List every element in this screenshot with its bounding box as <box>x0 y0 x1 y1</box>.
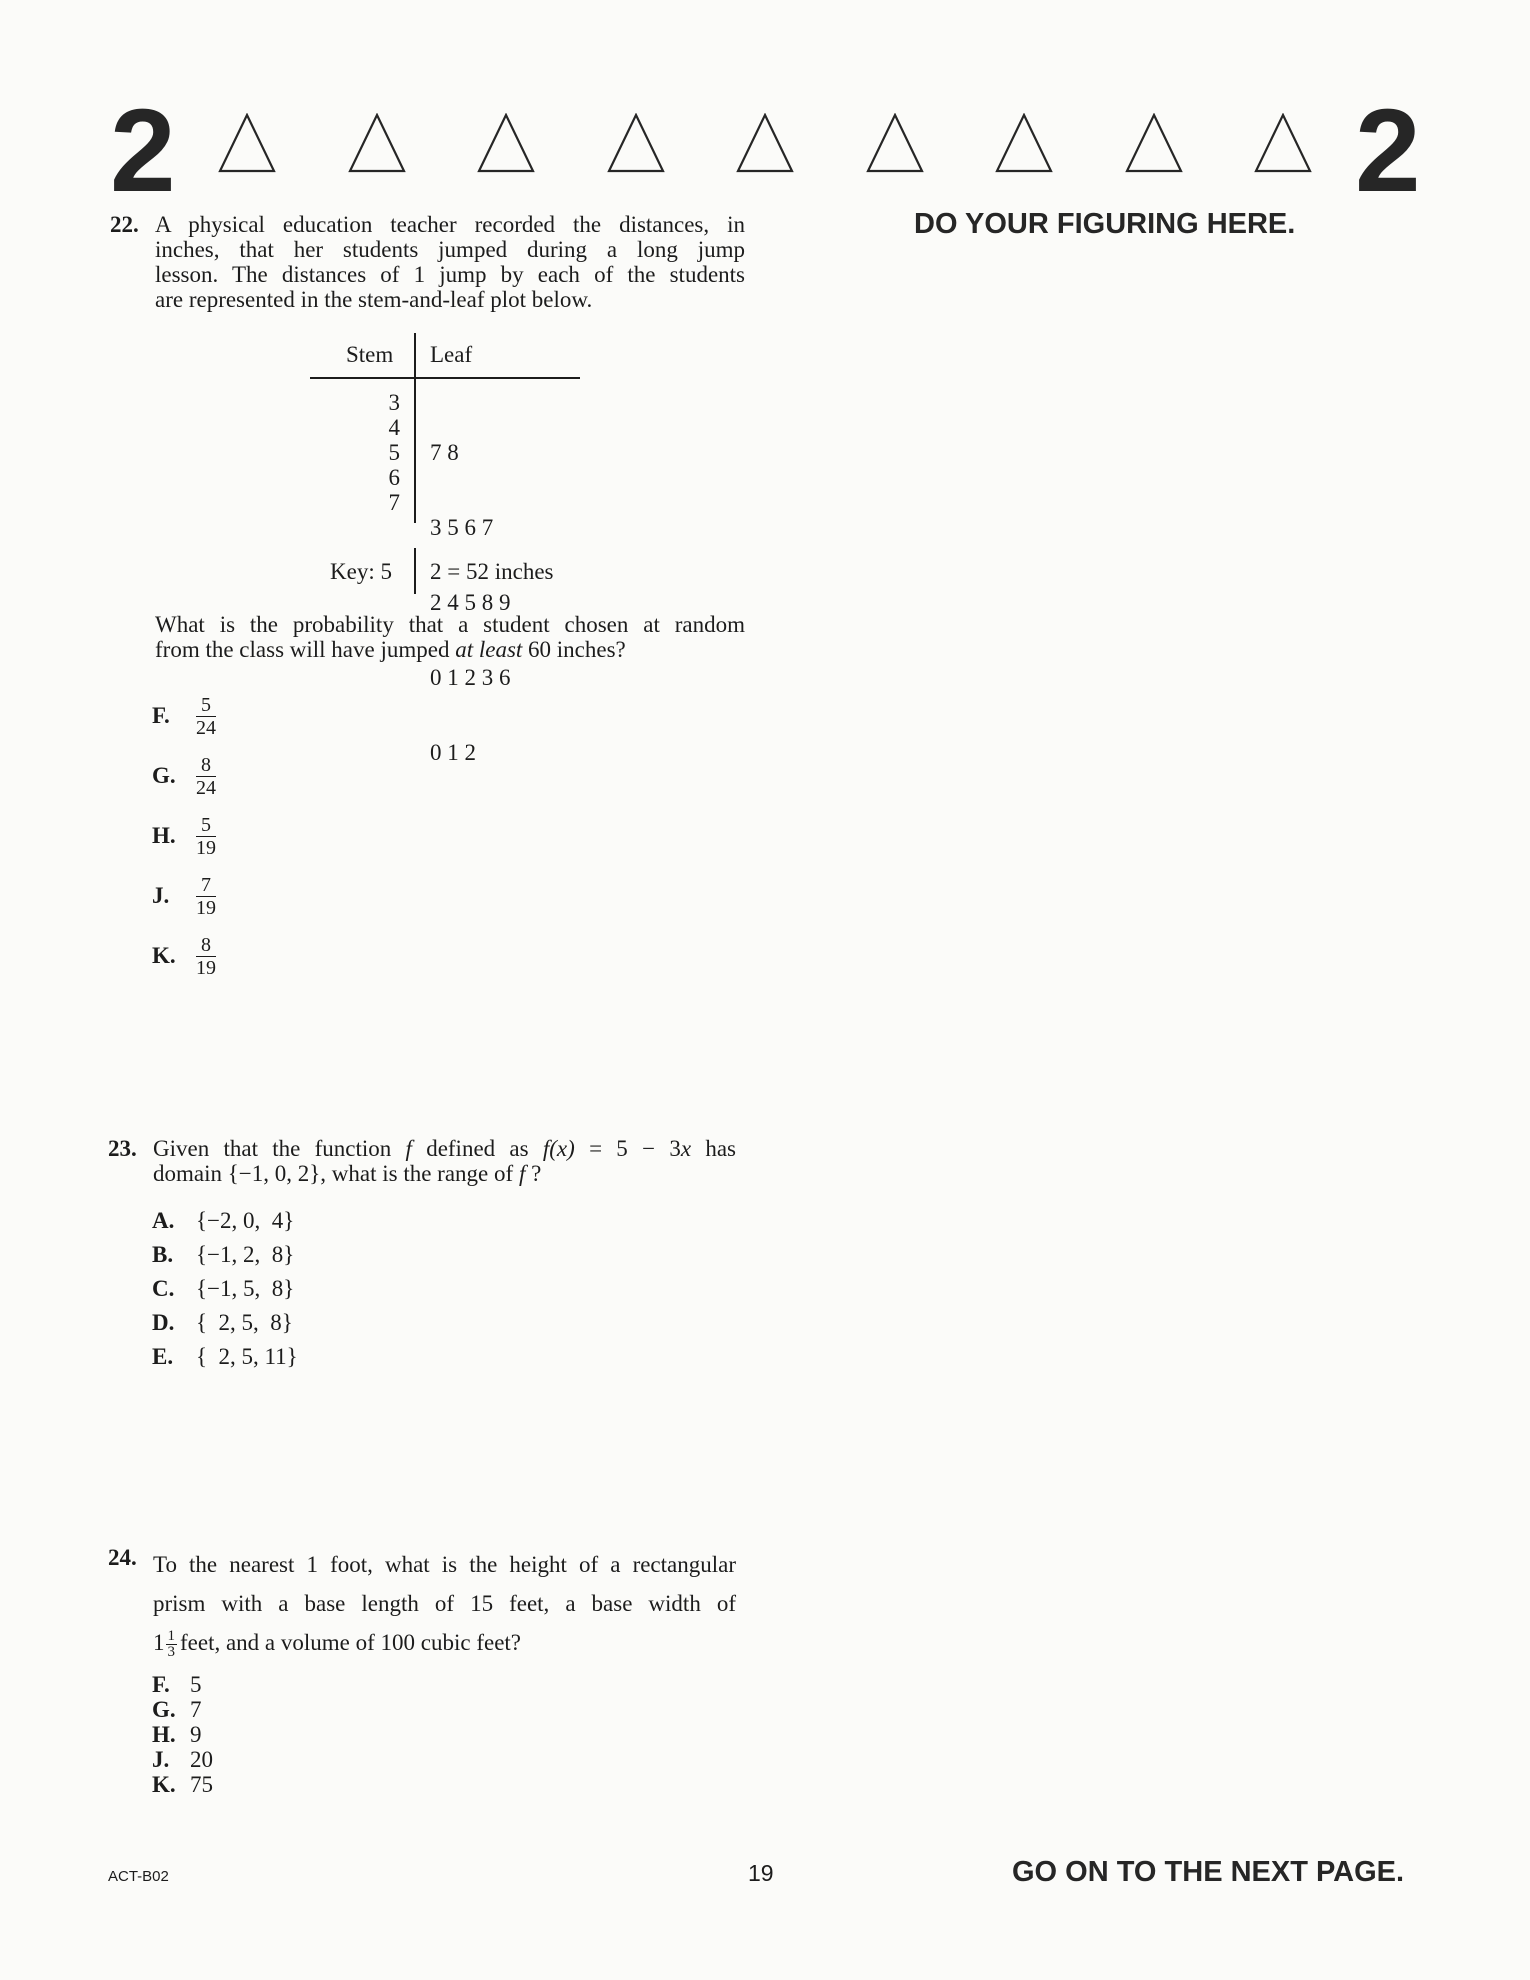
q23-text-part: domain {−1, 0, 2}, what is the range of <box>153 1161 519 1186</box>
q22-choice[interactable] <box>152 806 216 866</box>
q23-text-line <box>153 1136 736 1161</box>
key-right: 2 = 52 inches <box>430 559 554 584</box>
choice-text: {−2, 0, 4} <box>196 1208 295 1233</box>
triangle-icon <box>1254 113 1312 178</box>
q23-choice[interactable] <box>152 1340 298 1374</box>
q24-choice[interactable] <box>152 1772 213 1797</box>
section-number-right: 2 <box>1355 85 1421 217</box>
fraction-numerator: 1 <box>167 1628 175 1645</box>
choice-letter: K. <box>152 943 176 968</box>
q24-text-line <box>153 1623 736 1662</box>
q23-function-name: f <box>518 1161 526 1186</box>
q22-text <box>155 212 745 312</box>
stem-value: 6 <box>388 465 400 490</box>
q24-choice[interactable] <box>152 1697 213 1722</box>
q22-choice[interactable] <box>152 866 216 926</box>
choice-letter: H. <box>152 1722 176 1747</box>
q23-variable: x <box>680 1136 692 1161</box>
choice-letter: B. <box>152 1242 174 1267</box>
triangle-icon <box>607 113 665 178</box>
key-rule <box>414 548 416 594</box>
choice-text: 7 <box>190 1697 202 1722</box>
q23-text-part: = 5 − 3 <box>574 1136 681 1161</box>
q22-text-line: lesson. The distances of 1 jump by each of the students <box>155 262 745 287</box>
q23-choices <box>152 1204 298 1374</box>
q23-choice[interactable] <box>152 1204 298 1238</box>
leaf-header: Leaf <box>430 342 473 367</box>
choice-letter: F. <box>152 1672 170 1697</box>
choice-letter: K. <box>152 1772 176 1797</box>
fraction-denominator: 3 <box>167 1644 175 1661</box>
q22-text-line: A physical education teacher recorded the distances, in <box>155 212 745 237</box>
stem-value: 3 <box>388 390 400 415</box>
triangle-icon <box>1125 113 1183 178</box>
q22-number: 22. <box>110 212 139 237</box>
fraction-numerator: 8 <box>196 935 216 957</box>
triangle-icon <box>477 113 535 178</box>
choice-text: {−1, 5, 8} <box>196 1276 295 1301</box>
stem-value: 4 <box>388 415 400 440</box>
fraction-denominator: 24 <box>196 776 216 799</box>
q23-number: 23. <box>108 1136 137 1161</box>
q24-choices <box>152 1672 213 1797</box>
q22-question-part: 60 inches? <box>522 637 626 662</box>
triangle-icon <box>995 113 1053 178</box>
choice-fraction <box>196 875 216 918</box>
choice-fraction <box>196 755 216 798</box>
q22-question-emphasis: at least <box>455 637 523 662</box>
leaf-value: 3 5 6 7 <box>430 515 494 540</box>
q23-function-name: f <box>405 1136 412 1161</box>
q23-text <box>153 1136 736 1186</box>
triangle-icon <box>736 113 794 178</box>
q24-text-line: prism with a base length of 15 feet, a base width of <box>153 1591 736 1616</box>
q23-text-part: ? <box>525 1161 542 1186</box>
choice-letter: D. <box>152 1310 175 1335</box>
mixed-number-fraction <box>166 1629 178 1660</box>
choice-fraction <box>196 815 216 858</box>
q24-choice[interactable] <box>152 1672 213 1697</box>
q23-choice[interactable] <box>152 1306 298 1340</box>
footer-code: ACT-B02 <box>108 1868 169 1885</box>
plot-horizontal-rule <box>310 377 580 379</box>
triangle-icon <box>348 113 406 178</box>
fraction-denominator: 24 <box>196 716 216 739</box>
q22-text-line: are represented in the stem-and-leaf plot below. <box>155 287 593 312</box>
triangle-icon <box>866 113 924 178</box>
fraction-numerator: 5 <box>196 815 216 837</box>
fraction-denominator: 19 <box>196 956 216 979</box>
next-page-label: GO ON TO THE NEXT PAGE. <box>1012 1856 1405 1888</box>
q24-choice[interactable] <box>152 1747 213 1772</box>
choice-text: {−1, 2, 8} <box>196 1242 295 1267</box>
choice-letter: H. <box>152 823 176 848</box>
q22-question-line: What is the probability that a student chosen at random <box>155 612 745 637</box>
q22-choice[interactable] <box>152 686 216 746</box>
choice-letter: F. <box>152 703 170 728</box>
q24-choice[interactable] <box>152 1722 213 1747</box>
fraction-denominator: 19 <box>196 836 216 859</box>
choice-text: 9 <box>190 1722 202 1747</box>
q22-text-line: inches, that her students jumped during a long jump <box>155 237 745 262</box>
q22-question-line <box>155 637 745 662</box>
choice-text: 75 <box>190 1772 213 1797</box>
q24-text-part: feet, and a volume of 100 cubic feet? <box>180 1630 522 1655</box>
choice-letter: E. <box>152 1344 174 1369</box>
q23-function-expr: f(x) <box>542 1136 575 1161</box>
choice-letter: G. <box>152 763 176 788</box>
choice-letter: A. <box>152 1208 175 1233</box>
fraction-numerator: 7 <box>196 875 216 897</box>
choice-fraction <box>196 935 216 978</box>
fraction-denominator: 19 <box>196 896 216 919</box>
q23-text-line <box>153 1161 736 1186</box>
fraction-numerator: 8 <box>196 755 216 777</box>
q24-text <box>153 1545 736 1662</box>
q23-text-part: has <box>691 1136 736 1161</box>
q22-choice[interactable] <box>152 926 216 986</box>
leaf-value: 7 8 <box>430 440 459 465</box>
stem-header: Stem <box>346 342 394 367</box>
q23-choice[interactable] <box>152 1272 298 1306</box>
stem-column <box>380 390 400 515</box>
q23-text-part: defined as <box>411 1136 543 1161</box>
leaf-column <box>430 390 511 815</box>
choice-fraction <box>196 695 216 738</box>
q24-text-line: To the nearest 1 foot, what is the height of a rectangular <box>153 1552 736 1577</box>
choice-text: { 2, 5, 8} <box>196 1310 293 1335</box>
plot-vertical-rule <box>414 333 416 523</box>
choice-text: 20 <box>190 1747 213 1772</box>
choice-letter: J. <box>152 883 170 908</box>
section-number-left: 2 <box>110 85 176 217</box>
leaf-value: 0 1 2 3 6 <box>430 665 511 690</box>
q22-choice[interactable] <box>152 746 216 806</box>
stem-value: 5 <box>388 440 400 465</box>
q22-choices <box>152 686 216 986</box>
choice-text: { 2, 5, 11} <box>196 1344 298 1369</box>
choice-letter: J. <box>152 1747 170 1772</box>
q24-number: 24. <box>108 1545 137 1570</box>
triangle-icon <box>218 113 276 178</box>
q23-choice[interactable] <box>152 1238 298 1272</box>
mixed-number-whole: 1 <box>153 1630 165 1655</box>
figuring-label: DO YOUR FIGURING HERE. <box>914 208 1296 240</box>
choice-text: 5 <box>190 1672 202 1697</box>
q23-text-part: Given that the function <box>153 1136 406 1161</box>
q22-question-part: from the class will have jumped <box>155 637 456 662</box>
key-left: Key: 5 <box>330 559 392 584</box>
page-number: 19 <box>748 1860 774 1886</box>
q22-question <box>155 612 745 662</box>
leaf-value: 0 1 2 <box>430 740 476 765</box>
fraction-numerator: 5 <box>196 695 216 717</box>
leaf-value: 2 4 5 8 9 <box>430 590 511 615</box>
stem-value: 7 <box>388 490 400 515</box>
choice-letter: G. <box>152 1697 176 1722</box>
choice-letter: C. <box>152 1276 175 1301</box>
